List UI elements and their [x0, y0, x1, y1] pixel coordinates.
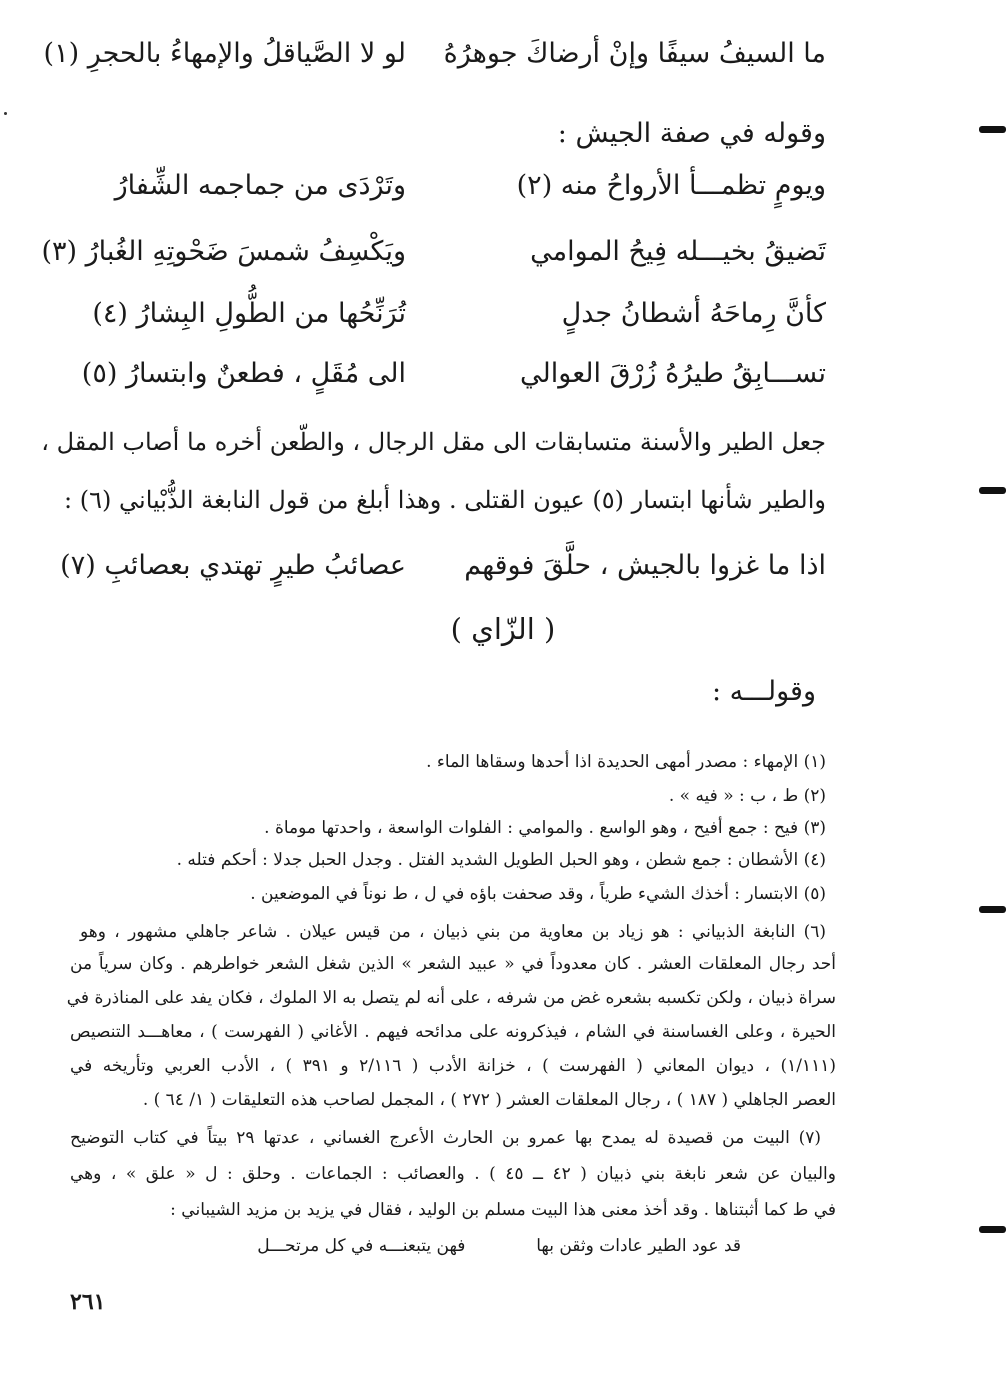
footnote-6-line-1: (٦) النابغة الذبياني : هو زياد بن معاوية من بني ذبيان ، من قيس عيلان . شاعر جاهلي مشهور ، وهو [80, 922, 826, 942]
verse-hemistich-second: الى مُقَلٍ ، فطعنٌ وابتسارُ (٥) [81, 358, 406, 389]
footnote-3: (٣) فيح : جمع أفيح ، وهو الواسع . والموامي : الفلوات الواسعة ، واحدتها موماة . [264, 818, 826, 838]
scan-speck [4, 112, 7, 115]
verse-hemistich-second: عصائبُ طيرٍ تهتدي بعصائبِ (٧) [60, 550, 406, 581]
verse-hemistich-first: تســـابِقُ طيرُهُ زُرْقَ العوالي [520, 358, 826, 389]
margin-mark [979, 906, 1006, 913]
footnote-5: (٥) الابتسار : أخذك الشيء طرياً ، وقد صحفت باؤه في ل ، ط نوناً في الموضعين . [250, 884, 826, 904]
verse-hemistich-second: وتَرْدَى من جماجمه الشِّفارُ [114, 170, 406, 201]
footnote-7-line-3: في ط كما أثبتناها . وقد أخذ معنى هذا البيت مسلم بن الوليد ، فقال في يزيد بن مزيد الشيباني : [170, 1200, 836, 1220]
verse-army-3 [60, 298, 826, 350]
footnote-6-line-4: الحيرة ، وعلى الغساسنة في الشام ، فيذكرونه على مدائحه فيهم . الأغاني ( الفهرست ) ، معاهـــد التنصيص [70, 1022, 836, 1042]
verse-hemistich-first: اذا ما غزوا بالجيش ، حلَّقَ فوقهم [464, 550, 826, 581]
footnote-4: (٤) الأشطان : جمع شطن ، وهو الحبل الطويل الشديد الفتل . وجدل الحبل جدلا : أحكم فتله . [176, 850, 826, 870]
footnote-1: (١) الإمهاء : مصدر أمهى الحديدة اذا أحدها وسقاها الماء . [426, 752, 826, 772]
footnote-poem [80, 1236, 741, 1256]
verse-hemistich-first: كأنَّ رِماحَهُ أشطانُ جدلٍ [561, 298, 826, 329]
verse-hemistich-first: ويومٍ تظمـــأ الأرواحُ منه (٢) [516, 170, 826, 201]
verse-army-2 [41, 236, 826, 288]
verse-hemistich-second: ويَكْسِفُ شمسَ ضَحْوتِهِ الغُبارُ (٣) [41, 236, 406, 267]
section-intro-army: وقوله في صفة الجيش : [557, 118, 826, 149]
next-intro: وقولـــه : [711, 676, 816, 707]
verse-nabigha [60, 550, 826, 602]
page-number: ٢٦١ [70, 1289, 106, 1315]
verse-hemistich-first: ما السيفُ سيفًا وإنْ أرضاكَ جوهرُهُ [443, 38, 826, 69]
verse-hemistich-first: تَضيقُ بخيـــله فِيحُ الموامي [530, 236, 826, 267]
footnote-2: (٢) ط ، ب : « فيه » . [668, 786, 826, 806]
verse-hemistich-second: تُرَنِّحُها من الطُّولِ البِشارُ (٤) [92, 298, 406, 329]
footnote-poem-second: فهن يتبعنـــه في كل مرتحـــل [257, 1236, 466, 1256]
commentary-line-2: والطير شأنها ابتسار (٥) عيون القتلى . وهذا أبلغ من قول النابغة الذُّبْياني (٦) : [64, 486, 826, 514]
margin-mark [979, 1226, 1006, 1233]
verse-army-4 [60, 358, 826, 410]
verse-line-1 [43, 38, 826, 90]
commentary-line-1: جعل الطير والأسنة متسابقات الى مقل الرجال ، والطّعن أخره ما أصاب المقل ، [41, 428, 826, 456]
footnote-6-line-6: العصر الجاهلي ( ١٨٧ ) ، رجال المعلقات العشر ( ٢٧٢ ) ، المجمل لصاحب هذه التعليقات ( ١/ ٦٤ ) . [142, 1090, 836, 1110]
verse-hemistich-second: لو لا الصَّياقلُ والإمهاءُ بالحجرِ (١) [43, 38, 406, 69]
verse-army-1 [60, 170, 826, 222]
footnote-6-line-3: سراة ذبيان ، ولكن تكسبه بشعره غض من شرفه ، على أنه لم يتصل به الا الملوك ، فكان يفد على المناذرة في [66, 988, 836, 1008]
section-heading: ( الزّاي ) [450, 612, 556, 646]
footnote-poem-first: قد عود الطير عادات وثقن بها [536, 1236, 741, 1256]
footnote-7-line-1: (٧) البيت من قصيدة له يمدح بها عمرو بن الحارث الأعرج الغساني ، عدتها ٢٩ بيتاً في كتاب التوضيح [70, 1128, 821, 1148]
footnote-6-line-5: (١/١١١) ، ديوان المعاني ( الفهرست ) ، خزانة الأدب ( ٢/١١٦ و ٣٩١ ) ، الأدب العربي وتأريخه في [70, 1056, 836, 1076]
margin-mark [979, 487, 1006, 494]
footnote-7-line-2: والبيان عن شعر نابغة بني ذبيان ( ٤٢ ــ ٤٥ ) . والعصائب : الجماعات . وحلق : ل « علق » ، وهي [70, 1164, 836, 1184]
footnote-6-line-2: أحد رجال المعلقات العشر . كان معدوداً في « عبيد الشعر » الذين شغل الشعر خواطرهم . وكان سرياً من [70, 954, 836, 974]
margin-mark [979, 126, 1006, 133]
